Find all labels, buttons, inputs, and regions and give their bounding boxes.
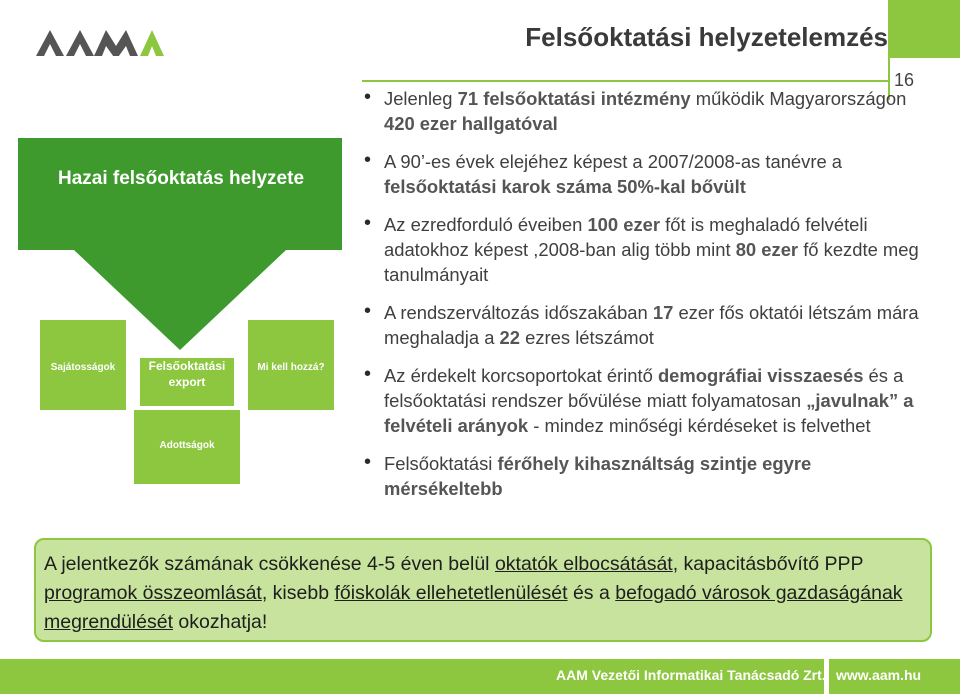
bullet-item: • Felsőoktatási férőhely kihasználtság szintje egyre mérsékeltebb	[362, 451, 922, 501]
bullet-item: • Az érdekelt korcsoportokat érintő demográfiai visszaesés és a felsőoktatási rendszer bővülése miatt folyamatosan „javulnak” a felvételi arányok - mindez minőségi kérdéseket is felvethet	[362, 363, 922, 438]
bullet-item: • Az ezredforduló éveiben 100 ezer főt is meghaladó felvételi adatokhoz képest ,2008-ban alig több mint 80 ezer fő kezdte meg tanulmányait	[362, 212, 922, 287]
title-divider	[362, 80, 888, 82]
aam-logo	[36, 26, 164, 56]
diagram-right-label: Mi kell hozzá?	[257, 362, 325, 373]
diagram-bottom-label: Adottságok	[159, 440, 215, 451]
footer-company: AAM Vezetői Informatikai Tanácsadó Zrt.	[556, 667, 826, 683]
bullet-item: • A 90’-es évek elejéhez képest a 2007/2008-as tanévre a felsőoktatási karok száma 50%-kal bővült	[362, 149, 922, 199]
footer-url[interactable]: www.aam.hu	[836, 667, 922, 683]
bullet-item: • A rendszerváltozás időszakában 17 ezer fős oktatói létszám mára meghaladja a 22 ezres létszámot	[362, 300, 922, 350]
diagram-center-label: Felsőoktatási export	[148, 359, 226, 389]
bullet-item: • Jelenleg 71 felsőoktatási intézmény működik Magyarországon 420 ezer hallgatóval	[362, 86, 922, 136]
diagram-left-label: Sajátosságok	[50, 362, 116, 373]
page-title: Felsőoktatási helyzetelemzés	[525, 22, 888, 52]
page-number: 16	[894, 70, 915, 90]
bullet-list	[362, 86, 922, 514]
conclusion-callout: A jelentkezők számának csökkenése 4-5 éven belül oktatók elbocsátását, kapacitásbővítő PPP programok összeomlását, kisebb főiskolák ellehetetlenülését és a befogadó városok gazdaságának megrendülését okozhatja!	[34, 538, 932, 642]
diagram-main-label: Hazai felsőoktatás helyzete	[57, 168, 305, 189]
footer	[0, 659, 960, 694]
